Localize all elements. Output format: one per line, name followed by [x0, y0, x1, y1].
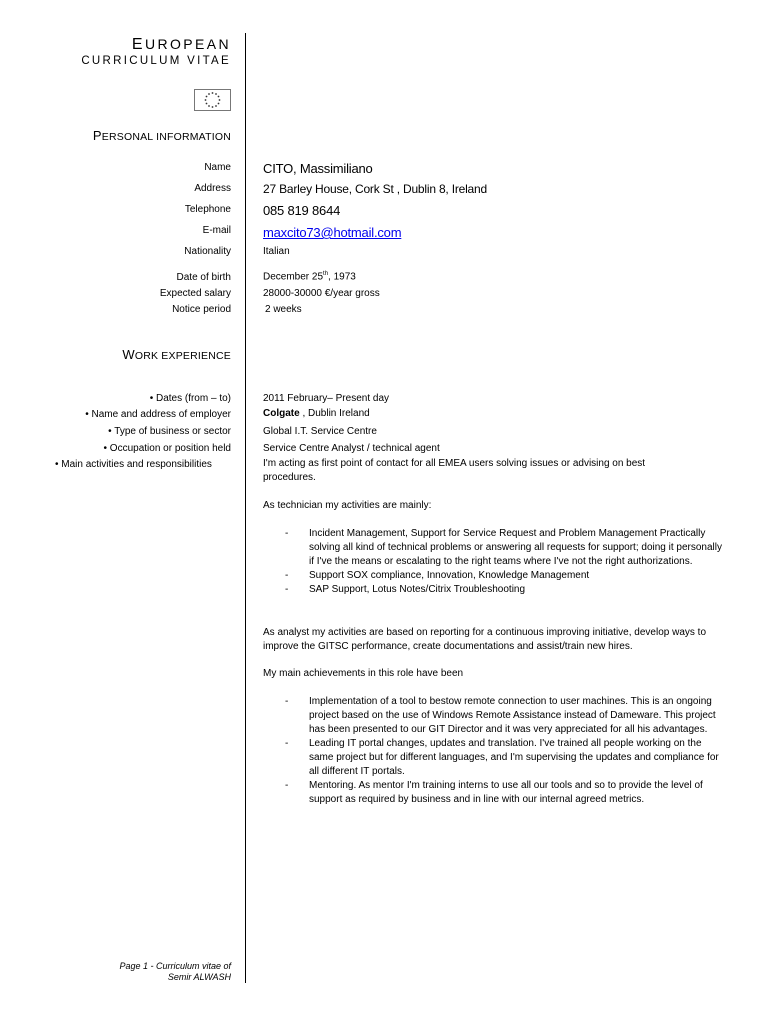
- nationality-label: Nationality: [184, 246, 231, 257]
- email-label: E-mail: [202, 225, 231, 236]
- achievements-intro: My main achievements in this role have been: [263, 668, 464, 679]
- analyst-paragraph: As analyst my activities are based on reporting for a continuous improving initiative, develop ways to improve the GITSC performance, create documentations and assist/train new hires.: [263, 627, 707, 652]
- salary-value: 28000-30000 €/year gross: [263, 288, 380, 299]
- telephone-label: Telephone: [184, 204, 231, 215]
- occupation-label: • Occupation or position held: [103, 443, 231, 454]
- notice-value: 2 weeks: [265, 304, 302, 315]
- list-item: - Support SOX compliance, Innovation, Knowledge Management: [285, 570, 590, 581]
- occupation-value: Service Centre Analyst / technical agent: [263, 443, 440, 454]
- telephone-value: 085 819 8644: [263, 203, 341, 218]
- business-value: Global I.T. Service Centre: [263, 426, 377, 437]
- email-link[interactable]: maxcito73@hotmail.com: [263, 225, 402, 240]
- activities-intro: I'm acting as first point of contact for all EMEA users solving issues or advising on best procedures.: [263, 458, 646, 483]
- cv-subtitle: CURRICULUM VITAE: [81, 55, 231, 67]
- list-item: - Implementation of a tool to bestow remote connection to user machines. This is an ongoing project based on the use of Windows Remote Assistance instead of Dameware. This project has been presented to our GIT Director and it was very appreciated for all his advantages.: [285, 696, 716, 735]
- business-label: • Type of business or sector: [108, 426, 231, 437]
- employer-label: • Name and address of employer: [85, 409, 231, 420]
- list-item: - Incident Management, Support for Service Request and Problem Management Practically solving all kind of technical problems or answering all requests for support; doing it personally if I've the means or escalating to the right teams where I've not the right authorizations.: [285, 528, 722, 567]
- vertical-divider: [245, 33, 246, 983]
- address-label: Address: [194, 183, 231, 194]
- page-footer: [119, 961, 231, 983]
- list-item: - Mentoring. As mentor I'm training interns to use all our tools and so to provide the level of support as required by business and in line with our internal agreed metrics.: [285, 780, 703, 805]
- eu-flag-icon: [194, 89, 231, 111]
- achievements-list: [263, 695, 723, 807]
- cv-title: EUROPEAN: [131, 36, 231, 53]
- employer-value: Colgate , Dublin Ireland: [263, 408, 370, 419]
- personal-info-heading: PERSONAL INFORMATION: [92, 128, 231, 143]
- name-value: CITO, Massimiliano: [263, 161, 373, 176]
- nationality-value: Italian: [263, 246, 290, 257]
- list-item: - SAP Support, Lotus Notes/Citrix Troubleshooting: [285, 584, 526, 595]
- list-item: - Leading IT portal changes, updates and translation. I've trained all people working on the same project but for different languages, and I'm supervising the updates and compliance for all different IT portals.: [285, 738, 719, 777]
- notice-label: Notice period: [172, 304, 231, 315]
- dob-value: December 25th, 1973: [263, 271, 356, 283]
- technician-list: [263, 527, 723, 597]
- footer-line-2: Semir ALWASH: [167, 972, 231, 982]
- dates-label: • Dates (from – to): [149, 393, 231, 404]
- dob-label: Date of birth: [176, 272, 231, 283]
- work-experience-heading: WORK EXPERIENCE: [122, 347, 231, 362]
- address-value: 27 Barley House, Cork St , Dublin 8, Ireland: [263, 182, 487, 196]
- dates-value: 2011 February– Present day: [263, 393, 390, 404]
- salary-label: Expected salary: [159, 288, 231, 299]
- activities-label: • Main activities and responsibilities: [55, 459, 212, 470]
- technician-intro: As technician my activities are mainly:: [263, 500, 432, 511]
- footer-line-1: Page 1 - Curriculum vitae of: [119, 961, 231, 971]
- name-label: Name: [204, 162, 231, 173]
